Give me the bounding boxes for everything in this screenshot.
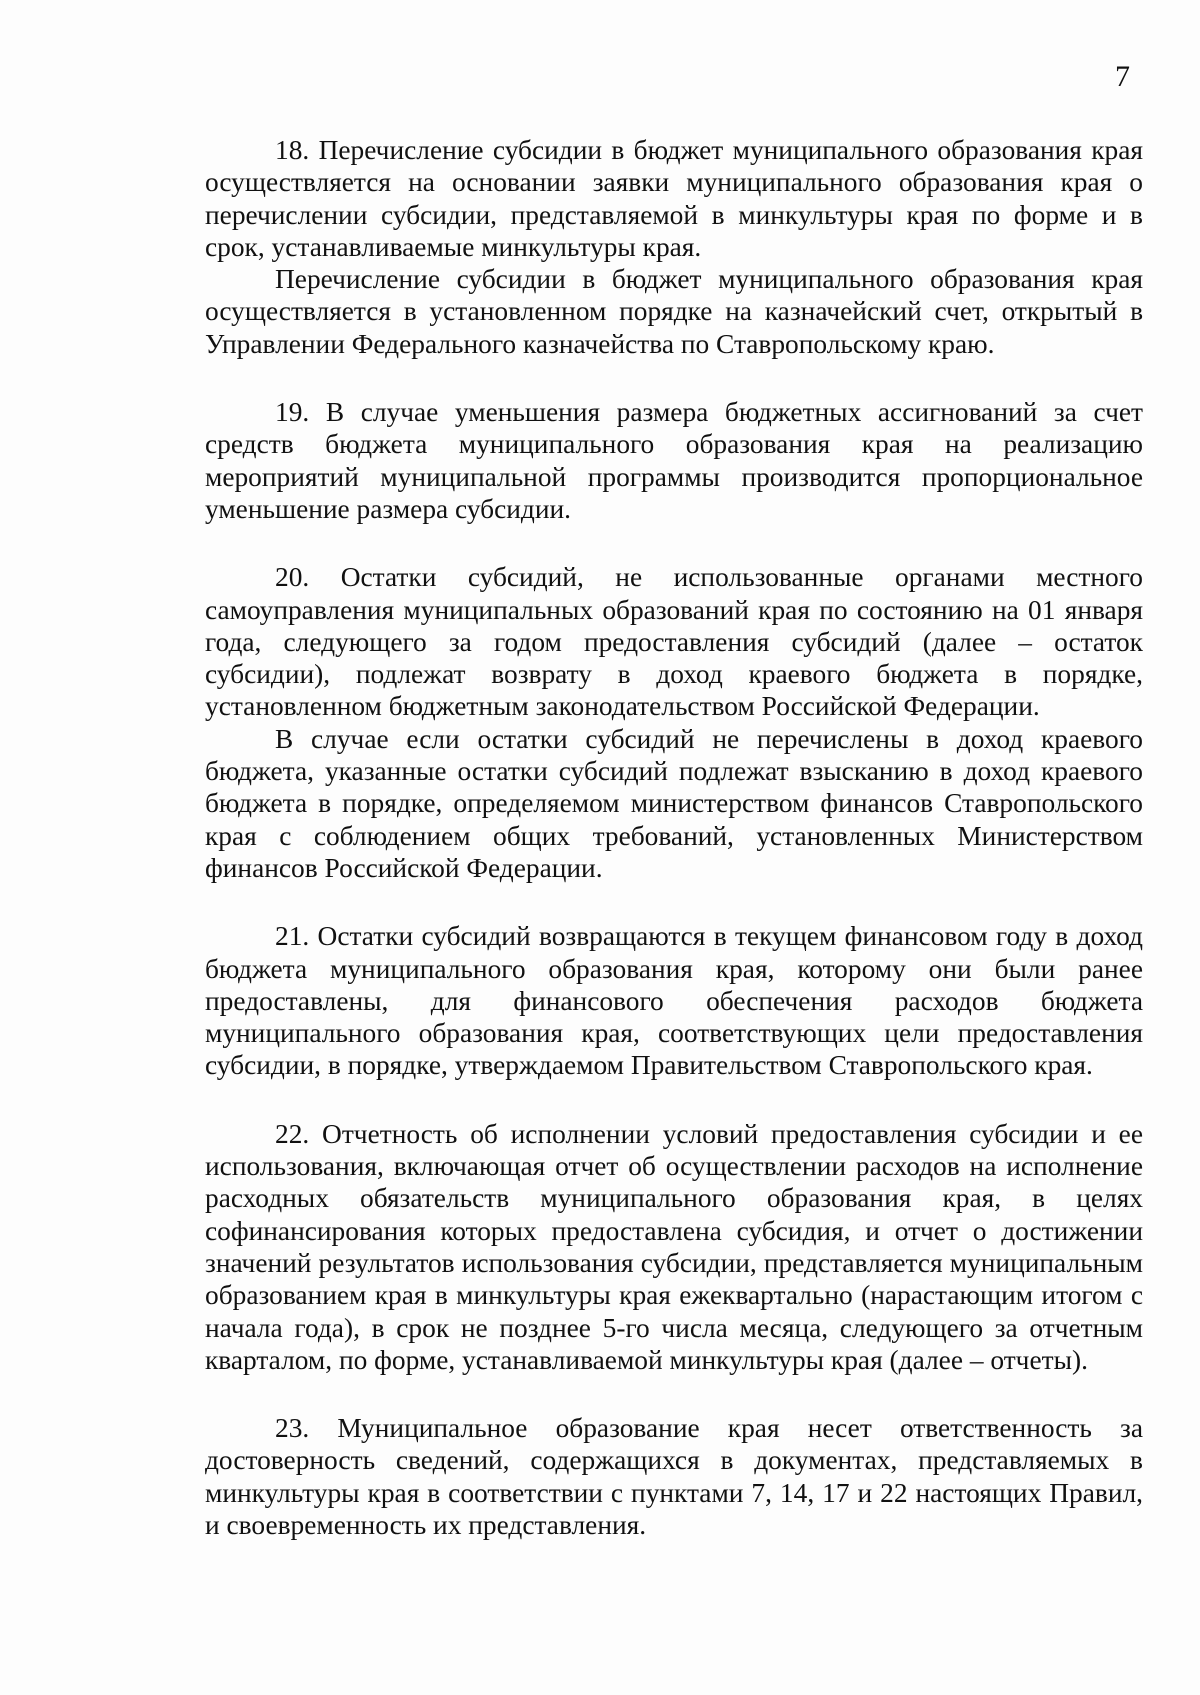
section-22-paragraph-1: 22. Отчетность об исполнении условий предоставления субсидии и ее использования, включающая отчет об осуществлении расходов на исполнение расходных обязательств муниципального образования края, в целях софинансирования которых предоставлена субсидия, и отчет о достижении значений результатов использования субсидии, представляется муниципальным образованием края в минкультуры края ежеквартально (нарастающим итогом с начала года), в срок не позднее 5-го числа месяца, следующего за отчетным кварталом, по форме, устанавливаемой минкультуры края (далее – отчеты). xyxy=(205,1118,1143,1375)
page-number: 7 xyxy=(1115,60,1130,93)
section-20-paragraph-1: 20. Остатки субсидий, не использованные органами местного самоуправления муниципальных образований края по состоянию на 01 января года, следующего за годом предоставления субсидий (далее – остаток субсидии), подлежат возврату в доход краевого бюджета в порядке, установленном бюджетным законодательством Российской Федерации. xyxy=(205,562,1143,722)
section-18-paragraph-2: Перечисление субсидии в бюджет муниципального образования края осуществляется в установленном порядке на казначейский счет, открытый в Управлении Федерального казначейства по Ставропольскому краю. xyxy=(205,264,1143,359)
document-body xyxy=(205,134,1143,1541)
section-19-paragraph-1: 19. В случае уменьшения размера бюджетных ассигнований за счет средств бюджета муниципального образования края на реализацию мероприятий муниципальной программы производится пропорциональное уменьшение размера субсидии. xyxy=(205,397,1143,524)
section-18-paragraph-1: 18. Перечисление субсидии в бюджет муниципального образования края осуществляется на основании заявки муниципального образования края о перечислении субсидии, представляемой в минкультуры края по форме и в срок, устанавливаемые минкультуры края. xyxy=(205,135,1143,262)
section-21-paragraph-1: 21. Остатки субсидий возвращаются в текущем финансовом году в доход бюджета муниципального образования края, которому они были ранее предоставлены, для финансового обеспечения расходов бюджета муниципального образования края, соответствующих цели предоставления субсидии, в порядке, утверждаемом Правительством Ставропольского края. xyxy=(205,921,1143,1081)
section-23-paragraph-1: 23. Муниципальное образование края несет ответственность за достоверность сведений, содержащихся в документах, представляемых в минкультуры края в соответствии с пунктами 7, 14, 17 и 22 настоящих Правил, и своевременность их представления. xyxy=(205,1413,1143,1540)
section-20-paragraph-2: В случае если остатки субсидий не перечислены в доход краевого бюджета, указанные остатки субсидий подлежат взысканию в доход краевого бюджета в порядке, определяемом министерством финансов Ставропольского края с соблюдением общих требований, установленных Министерством финансов Российской Федерации. xyxy=(205,723,1143,883)
